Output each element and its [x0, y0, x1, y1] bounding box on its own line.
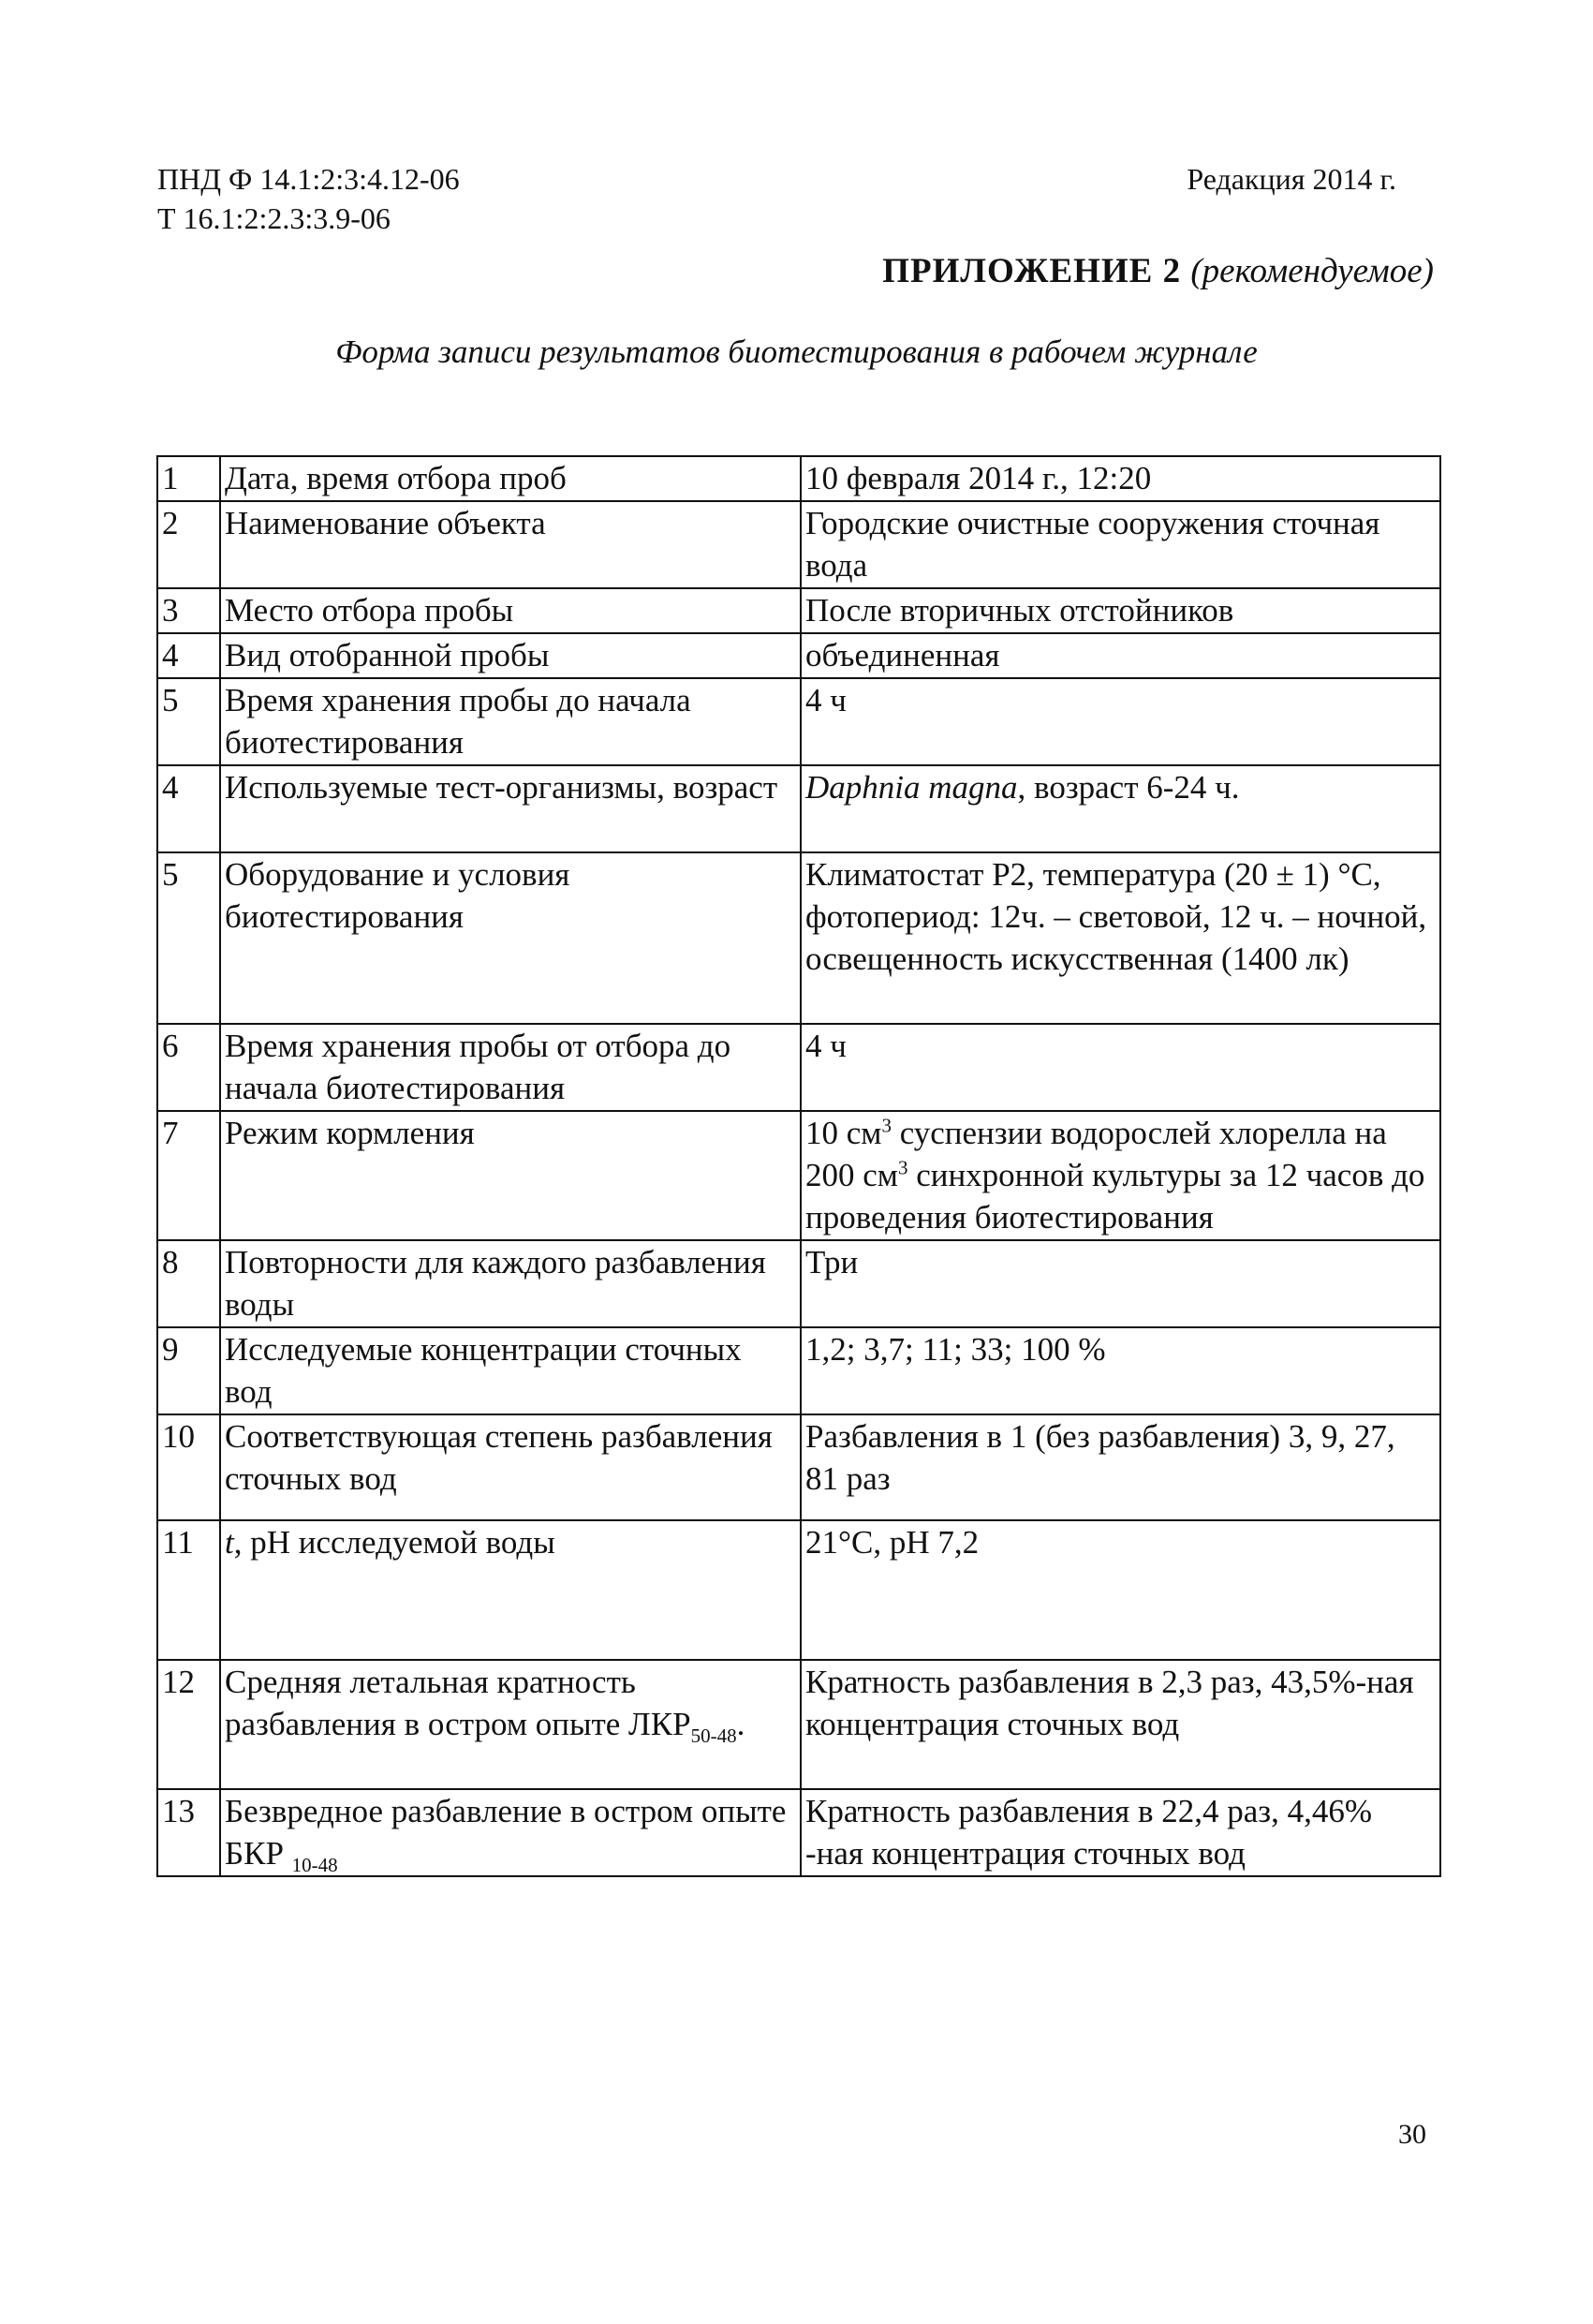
table-row [157, 852, 1440, 1024]
species-age: , возраст 6-24 ч. [1017, 769, 1240, 806]
table-row [157, 1111, 1440, 1240]
row-value [801, 1111, 1440, 1240]
appendix-title: ПРИЛОЖЕНИЕ 2 [882, 252, 1182, 290]
row-value: Три [801, 1240, 1440, 1327]
row-value [801, 765, 1440, 852]
row-number: 12 [157, 1660, 220, 1789]
row-parameter: Время хранения пробы от отбора до начала биотестирования [220, 1024, 801, 1111]
row-parameter: Вид отобранной пробы [220, 633, 801, 678]
row-number: 3 [157, 588, 220, 633]
row-number: 4 [157, 633, 220, 678]
row-parameter [220, 1520, 801, 1660]
lethal-ratio-suffix: . [736, 1706, 745, 1742]
row-number: 6 [157, 1024, 220, 1111]
appendix-heading [882, 251, 1434, 291]
unit-exponent: 3 [897, 1156, 908, 1179]
harmless-dilution-label: Безвредное разбавление в остром опыте БКР [225, 1793, 787, 1872]
page-number: 30 [1398, 2119, 1426, 2150]
table-row [157, 1240, 1440, 1327]
row-number: 11 [157, 1520, 220, 1660]
row-parameter [220, 1660, 801, 1789]
row-parameter: Соответствующая степень разбавления сточных вод [220, 1414, 801, 1520]
table-row [157, 588, 1440, 633]
document-code [157, 159, 460, 238]
feeding-text-b: суспензии водорослей хлорелла на 200 см [805, 1115, 1387, 1193]
form-title: Форма записи результатов биотестирования в рабочем журнале [335, 333, 1258, 370]
lethal-ratio-subscript: 50-48 [690, 1724, 737, 1747]
edition-label: Редакция 2014 г. [1187, 162, 1396, 196]
row-parameter: Повторности для каждого разбавления воды [220, 1240, 801, 1327]
row-number: 10 [157, 1414, 220, 1520]
row-parameter: Используемые тест-организмы, возраст [220, 765, 801, 852]
row-value: 21°С, рН 7,2 [801, 1520, 1440, 1660]
row-parameter [220, 1789, 801, 1876]
table-row [157, 678, 1440, 765]
row-parameter: Исследуемые концентрации сточных вод [220, 1327, 801, 1414]
row-number: 13 [157, 1789, 220, 1876]
table-row [157, 1789, 1440, 1876]
feeding-text-c: синхронной культуры за 12 часов до проведения биотестирования [805, 1157, 1425, 1236]
row-number: 2 [157, 501, 220, 588]
feeding-text-a: 10 см [805, 1115, 882, 1151]
row-parameter: Место отбора пробы [220, 588, 801, 633]
journal-table [156, 455, 1441, 1877]
harmless-dilution-subscript: 10-48 [291, 1854, 338, 1876]
row-number: 8 [157, 1240, 220, 1327]
row-value: Кратность разбавления в 22,4 раз, 4,46% -ная концентрация сточных вод [801, 1789, 1440, 1876]
lethal-ratio-label: Средняя летальная кратность разбавления в остром опыте ЛКР [225, 1664, 691, 1742]
row-value: Кратность разбавления в 2,3 раз, 43,5%-ная концентрация сточных вод [801, 1660, 1440, 1789]
species-name: Daphnia magna [805, 769, 1018, 806]
table-row [157, 456, 1440, 501]
ph-label: , рН исследуемой воды [233, 1524, 555, 1561]
row-value: 4 ч [801, 678, 1440, 765]
row-parameter: Дата, время отбора проб [220, 456, 801, 501]
table-row [157, 1414, 1440, 1520]
row-parameter: Оборудование и условия биотестирования [220, 852, 801, 1024]
row-parameter: Время хранения пробы до начала биотестирования [220, 678, 801, 765]
row-value: объединенная [801, 633, 1440, 678]
document-code-line-2: Т 16.1:2:2.3:3.9-06 [157, 201, 391, 235]
row-value: Городские очистные сооружения сточная вода [801, 501, 1440, 588]
table-row [157, 1660, 1440, 1789]
table-row [157, 1024, 1440, 1111]
table-row [157, 1520, 1440, 1660]
table-row [157, 633, 1440, 678]
table-row [157, 501, 1440, 588]
document-code-line-1: ПНД Ф 14.1:2:3:4.12-06 [157, 162, 460, 196]
row-parameter: Режим кормления [220, 1111, 801, 1240]
row-value: 1,2; 3,7; 11; 33; 100 % [801, 1327, 1440, 1414]
table-row [157, 765, 1440, 852]
row-parameter: Наименование объекта [220, 501, 801, 588]
row-number: 5 [157, 678, 220, 765]
row-value: Разбавления в 1 (без разбавления) 3, 9, 27, 81 раз [801, 1414, 1440, 1520]
row-number: 9 [157, 1327, 220, 1414]
table-row [157, 1327, 1440, 1414]
row-value: 4 ч [801, 1024, 1440, 1111]
row-number: 1 [157, 456, 220, 501]
row-number: 7 [157, 1111, 220, 1240]
unit-exponent: 3 [881, 1114, 892, 1137]
row-value: Климатостат Р2, температура (20 ± 1) °С, фотопериод: 12ч. – световой, 12 ч. – ночной, освещенность искусственная (1400 лк) [801, 852, 1440, 1024]
row-value: 10 февраля 2014 г., 12:20 [801, 456, 1440, 501]
row-value: После вторичных отстойников [801, 588, 1440, 633]
row-number: 5 [157, 852, 220, 1024]
row-number: 4 [157, 765, 220, 852]
temperature-symbol: t [225, 1524, 234, 1561]
appendix-note: (рекомендуемое) [1190, 252, 1434, 290]
